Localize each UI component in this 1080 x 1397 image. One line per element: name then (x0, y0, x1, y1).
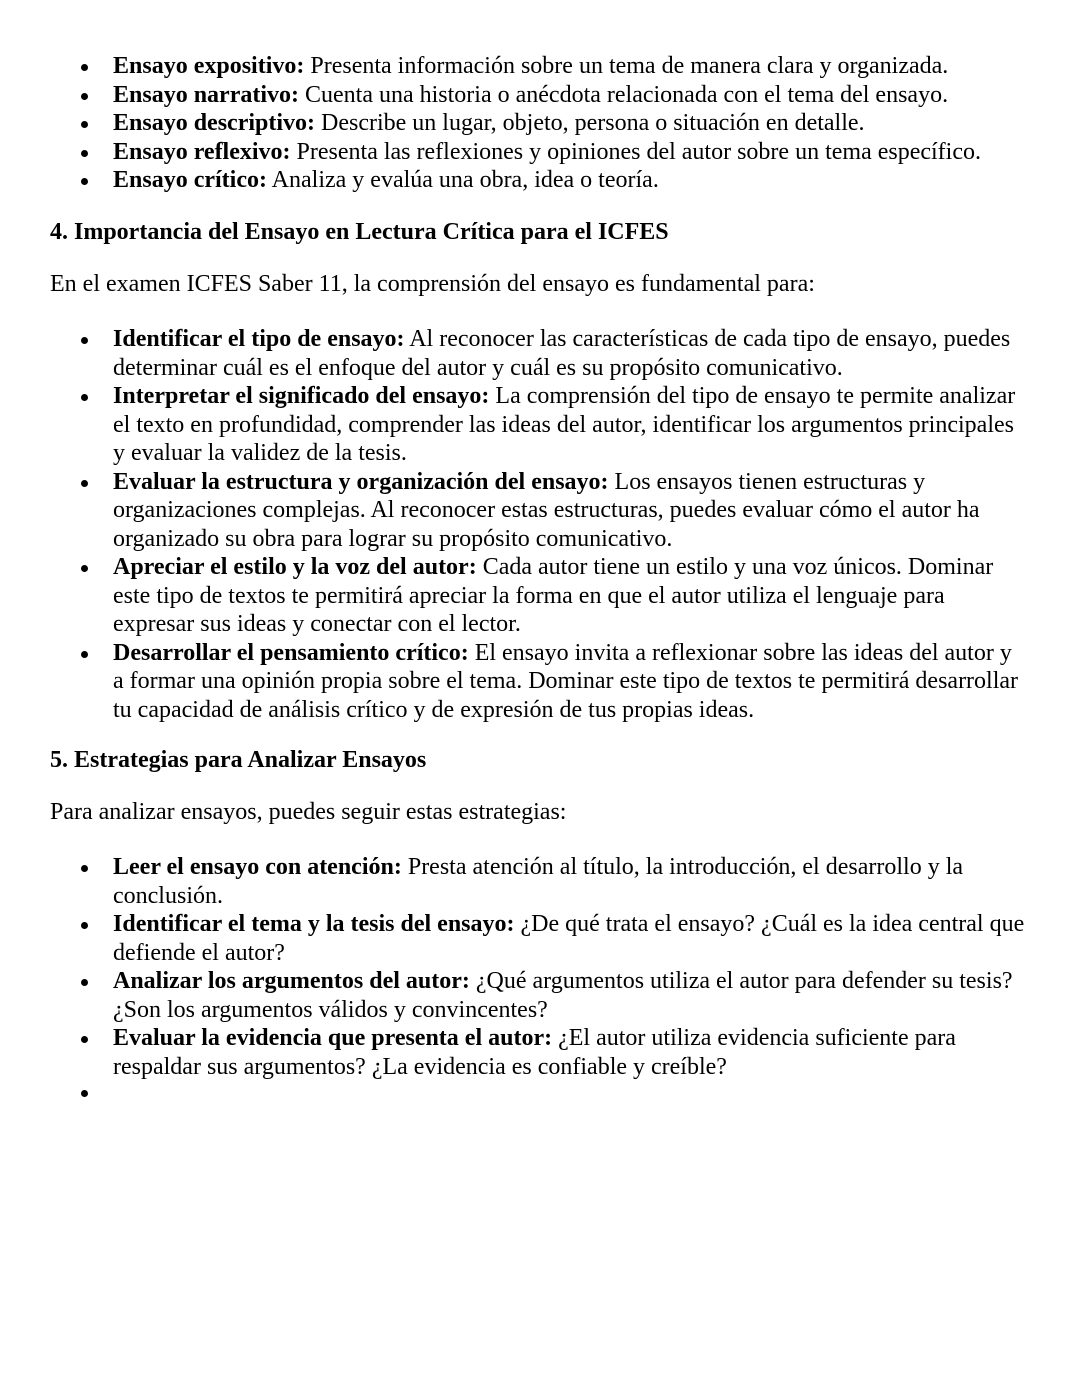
item-term: Interpretar el significado del ensayo: (113, 383, 490, 409)
item-term: Identificar el tipo de ensayo: (113, 326, 405, 352)
item-desc: Los ensayos tienen estructuras y organizaciones complejas. Al reconocer estas estructuras, puedes evaluar cómo el autor ha organizado su obra para lograr su propósito comunicativo. (113, 468, 980, 552)
item-term: Analizar los argumentos del autor: (113, 968, 470, 994)
bullet (81, 150, 88, 157)
list-item (0, 853, 1080, 910)
list-item (0, 967, 1080, 1024)
item-term: Ensayo narrativo: (113, 81, 299, 108)
item-desc: Presenta información sobre un tema de manera clara y organizada. (304, 53, 949, 79)
bullet (81, 979, 88, 986)
item-term: Evaluar la evidencia que presenta el autor: (113, 1025, 553, 1051)
essay-types-list (0, 52, 1080, 195)
item-desc: Presenta las reflexiones y opiniones del autor sobre un tema específico. (290, 138, 981, 165)
item-term: Leer el ensayo con atención: (113, 854, 402, 880)
bullet (81, 93, 88, 100)
item-desc: Presta atención al título, la introducción, el desarrollo y la conclusión. (113, 854, 964, 909)
bullet (81, 394, 88, 401)
section-5-heading: 5. Estrategias para Analizar Ensayos (50, 747, 427, 773)
bullet (81, 337, 88, 344)
item-desc: El ensayo invita a reflexionar sobre las ideas del autor y a formar una opinión propia sobre el tema. Dominar este tipo de textos te permitirá desarrollar tu capacidad de análisis crítico y de expresión de tus propias ideas. (113, 639, 1019, 723)
bullet (81, 64, 88, 71)
bullet (81, 565, 88, 572)
bullet (81, 1036, 88, 1043)
section-4-heading: 4. Importancia del Ensayo en Lectura Crítica para el ICFES (50, 219, 669, 245)
item-term: Identificar el tema y la tesis del ensayo: (113, 911, 515, 937)
list-item (0, 138, 1080, 167)
item-desc: Cuenta una historia o anécdota relacionada con el tema del ensayo. (299, 81, 949, 108)
bullet (81, 865, 88, 872)
bullet (81, 121, 88, 128)
list-item (0, 468, 1080, 554)
item-desc: Analiza y evalúa una obra, idea o teoría. (266, 167, 659, 193)
item-desc: Cada autor tiene un estilo y una voz únicos. Dominar este tipo de textos te permitirá apreciar la forma en que el autor utiliza el lenguaje para expresar sus ideas y conectar con el lector. (113, 554, 994, 637)
list-item (0, 553, 1080, 639)
item-desc: La comprensión del tipo de ensayo te permite analizar el texto en profundidad, comprender las ideas del autor, identificar los argumentos principales y evaluar la validez de la tesis. (113, 383, 1016, 466)
item-term: Desarrollar el pensamiento crítico: (113, 639, 469, 666)
bullet (81, 651, 88, 658)
bullet (81, 480, 88, 487)
bullet (81, 922, 88, 929)
item-term: Apreciar el estilo y la voz del autor: (113, 554, 477, 580)
item-term: Ensayo crítico: (113, 167, 267, 193)
item-desc: ¿Qué argumentos utiliza el autor para defender su tesis? ¿Son los argumentos válidos y convincentes? (113, 968, 1013, 1023)
bullet (81, 178, 88, 185)
item-term: Evaluar la estructura y organización del ensayo: (113, 468, 609, 495)
item-term: Ensayo reflexivo: (113, 138, 291, 165)
list-item (0, 1024, 1080, 1081)
list-item (0, 910, 1080, 967)
item-term: Ensayo descriptivo: (113, 110, 316, 136)
item-term: Ensayo expositivo: (113, 53, 305, 79)
list-item (0, 52, 1080, 81)
list-item (0, 81, 1080, 110)
item-desc: Describe un lugar, objeto, persona o situación en detalle. (315, 110, 865, 136)
strategies-list (0, 853, 1080, 1081)
item-desc: ¿De qué trata el ensayo? ¿Cuál es la idea central que defiende el autor? (113, 911, 1025, 966)
list-item (0, 639, 1080, 725)
list-item (0, 109, 1080, 138)
item-desc: ¿El autor utiliza evidencia suficiente para respaldar sus argumentos? ¿La evidencia es confiable y creíble? (113, 1025, 956, 1080)
list-item (0, 325, 1080, 382)
section-5-intro: Para analizar ensayos, puedes seguir estas estrategias: (50, 799, 567, 825)
item-desc: Al reconocer las características de cada tipo de ensayo, puedes determinar cuál es el enfoque del autor y cuál es su propósito comunicativo. (113, 326, 1011, 381)
section-4-intro: En el examen ICFES Saber 11, la comprensión del ensayo es fundamental para: (50, 271, 815, 297)
empty-bullet (81, 1090, 88, 1097)
importance-list (0, 325, 1080, 724)
list-item (0, 166, 1080, 195)
list-item (0, 382, 1080, 468)
